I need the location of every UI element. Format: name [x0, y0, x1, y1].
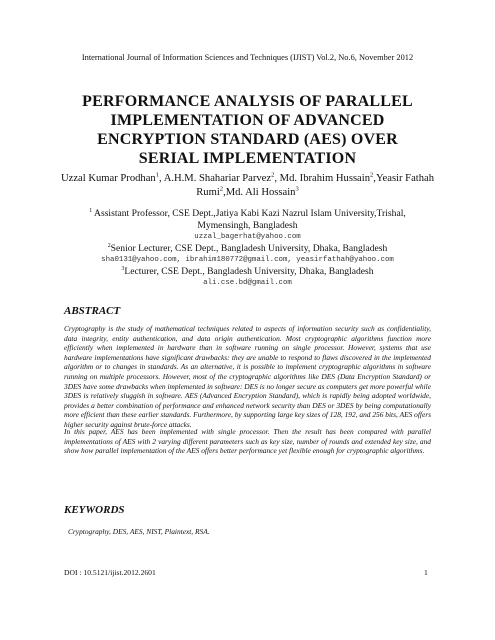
author-name: , Md. Ibrahim Hussain: [274, 173, 371, 184]
title-line: IMPLEMENTATION OF ADVANCED: [110, 112, 385, 129]
journal-header: International Journal of Information Sciences and Techniques (IJIST) Vol.2, No.6, November 2012: [81, 53, 414, 62]
author-name: Uzzal Kumar Prodhan: [60, 173, 156, 184]
affiliation-mark: 2: [107, 242, 111, 249]
author-affiliation-mark: 2: [219, 185, 224, 193]
affiliation-text: Senior Lecturer, CSE Dept., Bangladesh University, Dhaka, Bangladesh: [110, 243, 388, 254]
author-affiliation-mark: 3: [295, 185, 299, 193]
paper-title: [40, 92, 455, 168]
affiliation-1: [40, 208, 455, 220]
author-name: , A.H.M. Shahariar Parvez: [159, 173, 272, 184]
author-affiliation-mark: 2: [271, 171, 275, 179]
abstract-heading: ABSTRACT: [64, 305, 121, 317]
affiliation-2-email: sha0131@yahoo.com, ibrahim180772@gmail.com, yeasirfathah@yahoo.com: [101, 256, 394, 264]
abstract-paragraph: Cryptography is the study of mathematical techniques related to aspects of information security such as confidentiality, data integrity, entity authentication, and data origin authentication. Most cryptographic algorithms function more efficiently when implemented in hardware than in software running on single processor. However, systems that use hardware implementations have significant drawbacks: they are unable to respond to flaws discovered in the implemented algorithm or to changes in standards. As an alternative, it is possible to implement cryptographic algorithms in software running on multiple processors. However, most of the cryptographic algorithms like DES (Data Encryption Standard) or 3DES have some drawbacks when implemented in software: DES is no longer secure as computers get more powerful while 3DES is relatively sluggish in software. AES (Advanced Encryption Standard), which is rapidly being adopted worldwide, provides a better combination of performance and enhanced network security than DES or 3DES by being computationally more efficient than these earlier standards. Furthermore, by supporting large key sizes of 128, 192, and 256 bits, AES offers higher security against brute-force attacks.: [64, 324, 431, 429]
title-line: SERIAL IMPLEMENTATION: [138, 150, 357, 167]
affiliation-1-location: Mymensingh, Bangladesh: [197, 220, 298, 231]
keywords-heading: KEYWORDS: [64, 504, 125, 516]
keywords-text: Cryptography, DES, AES, NIST, Plaintext, RSA.: [68, 527, 210, 536]
affiliation-mark: 3: [121, 265, 125, 272]
affiliations: [40, 208, 455, 289]
affiliation-text: Assistant Professor, CSE Dept.,Jatiya Kabi Kazi Nazrul Islam University,Trishal,: [92, 208, 406, 219]
author-affiliation-mark: 2: [370, 171, 374, 179]
title-line: PERFORMANCE ANALYSIS OF PARALLEL: [82, 93, 413, 110]
author-name: ,Yeasir Fathah Rumi: [196, 173, 435, 198]
author-affiliation-mark: 1: [155, 171, 159, 179]
affiliation-text: Lecturer, CSE Dept., Bangladesh University, Dhaka, Bangladesh: [124, 266, 374, 277]
affiliation-2: [40, 243, 455, 255]
affiliation-mark: 1: [89, 207, 93, 214]
author-list: [50, 172, 445, 200]
affiliation-3: [40, 266, 455, 278]
affiliation-1-email: uzzal_bagerhat@yahoo.com: [194, 233, 301, 241]
doi-footer: DOI : 10.5121/ijist.2012.2601: [64, 568, 156, 577]
page-number: 1: [424, 568, 428, 577]
author-name: ,Md. Ali Hossain: [223, 187, 296, 198]
abstract-paragraph: In this paper, AES has been implemented with single processor. Then the result has been compared with parallel implementations of AES with 2 varying different parameters such as key size, number of rounds and extended key size, and show how parallel implementation of the AES offers better performance yet flexible enough for cryptographic algorithms.: [64, 427, 431, 456]
title-line: ENCRYPTION STANDARD (AES) OVER: [97, 131, 398, 148]
affiliation-3-email: ali.cse.bd@gmail.com: [203, 279, 292, 287]
